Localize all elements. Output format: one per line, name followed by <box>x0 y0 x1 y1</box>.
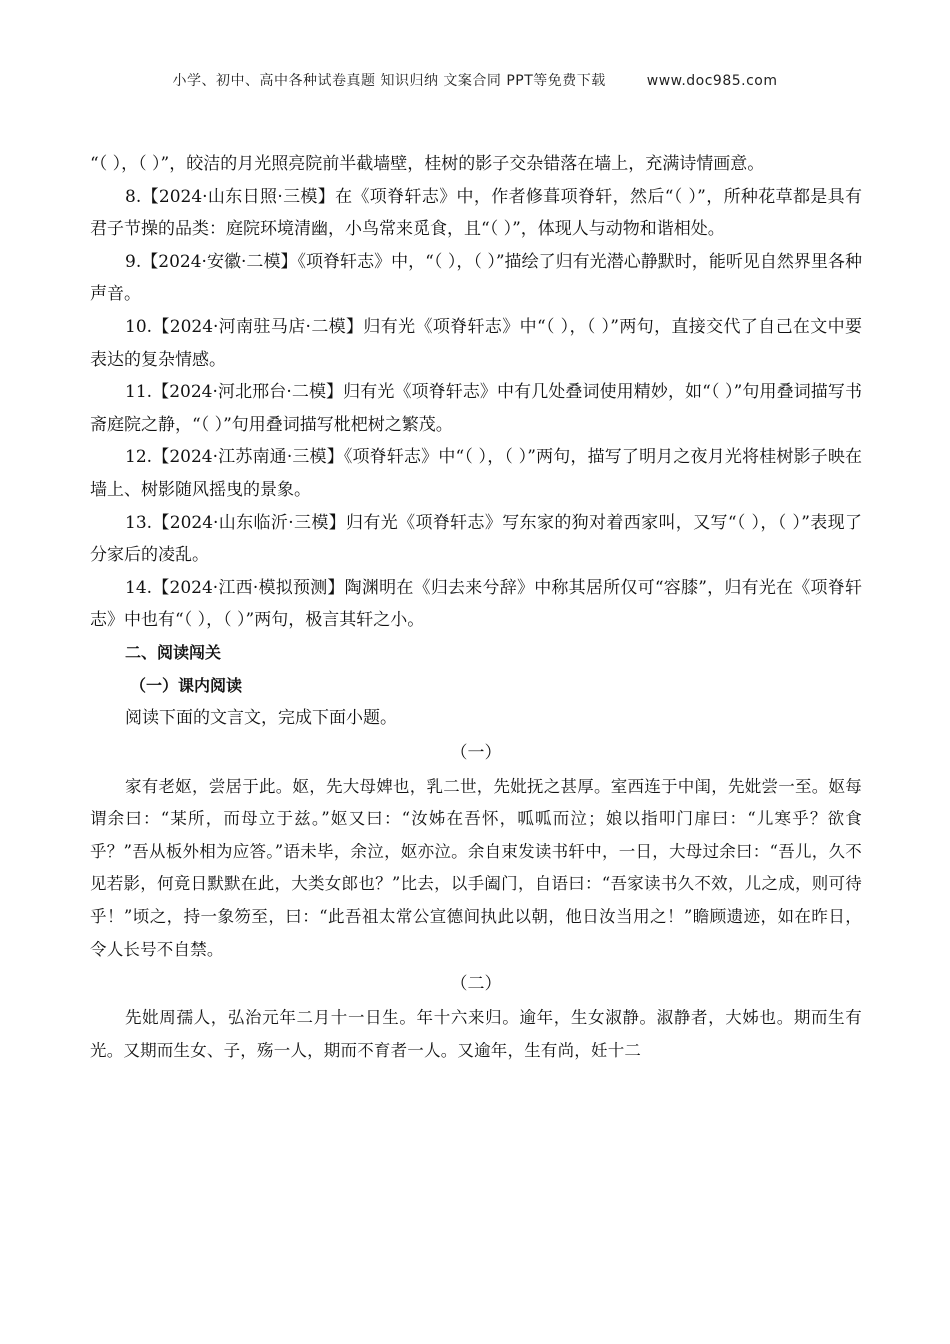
document-body <box>90 148 862 1067</box>
question-13: 13.【2024·山东临沂·三模】归有光《项脊轩志》写东家的狗对着西家叫，又写“（ ），（ ）”表现了分家后的凌乱。 <box>90 512 862 566</box>
question-14: 14.【2024·江西·模拟预测】陶渊明在《归去来兮辞》中称其居所仅可“容膝”，归有光在《项脊轩志》中也有“（ ），（ ）”两句，极言其轩之小。 <box>90 577 862 631</box>
question-8: 8.【2024·山东日照·三模】在《项脊轩志》中，作者修葺项脊轩，然后“（ ）”，所种花草都是具有君子节操的品类：庭院环境清幽，小鸟常来觅食，且“（ ）”，体现人与动物和谐相处。 <box>90 186 862 240</box>
passage-1-text: 家有老妪，尝居于此。妪，先大母婢也，乳二世，先妣抚之甚厚。室西连于中闺，先妣尝一至。妪每谓余曰：“某所，而母立于兹。”妪又曰：“汝姊在吾怀，呱呱而泣；娘以指叩门扉曰：“儿寒乎？欲食乎？”吾从板外相为应答。”语未毕，余泣，妪亦泣。余自束发读书轩中，一日，大母过余曰：“吾儿，久不见若影，何竟日默默在此，大类女郎也？”比去，以手阖门，自语曰：“吾家读书久不效，儿之成，则可待乎！”顷之，持一象笏至，曰：“此吾祖太常公宣德间执此以朝，他日汝当用之！”瞻顾遗迹，如在昨日，令人长号不自禁。 <box>90 776 862 959</box>
passage-2-label: （二） <box>450 974 502 995</box>
question-7-continuation: “（ ），（ ）”，皎洁的月光照亮院前半截墙壁，桂树的影子交杂错落在墙上，充满诗情画意。 <box>90 154 765 174</box>
header-text: 小学、初中、高中各种试卷真题 知识归纳 文案合同 PPT等免费下载 <box>172 73 606 89</box>
header-site: www.doc985.com <box>646 73 778 89</box>
passage-2-text: 先妣周孺人，弘治元年二月十一日生。年十六来归。逾年，生女淑静。淑静者，大姊也。期而生有光。又期而生女、子，殇一人，期而不育者一人。又逾年，生有尚，妊十二 <box>90 1008 862 1060</box>
instruction: 阅读下面的文言文，完成下面小题。 <box>125 708 397 729</box>
passage-1-label: （一） <box>450 742 502 763</box>
question-12: 12.【2024·江苏南通·三模】《项脊轩志》中“（ ），（ ）”两句，描写了明月之夜月光将桂树影子映在墙上、树影随风摇曳的景象。 <box>90 447 862 500</box>
question-9: 9.【2024·安徽·二模】《项脊轩志》中，“（ ），（ ）”描绘了归有光潜心静默时，能听见自然界里各种声音。 <box>90 251 862 305</box>
section-title: 二、阅读闯关 <box>125 642 222 662</box>
subsection-title: （一）课内阅读 <box>130 675 243 695</box>
question-10: 10.【2024·河南驻马店·二模】归有光《项脊轩志》中“（ ），（ ）”两句，直接交代了自己在文中要表达的复杂情感。 <box>90 316 862 370</box>
page-header <box>0 70 950 90</box>
question-11: 11.【2024·河北邢台·二模】归有光《项脊轩志》中有几处叠词使用精妙，如“（ ）”句用叠词描写书斋庭院之静，“（ ）”句用叠词描写枇杷树之繁茂。 <box>90 382 862 435</box>
